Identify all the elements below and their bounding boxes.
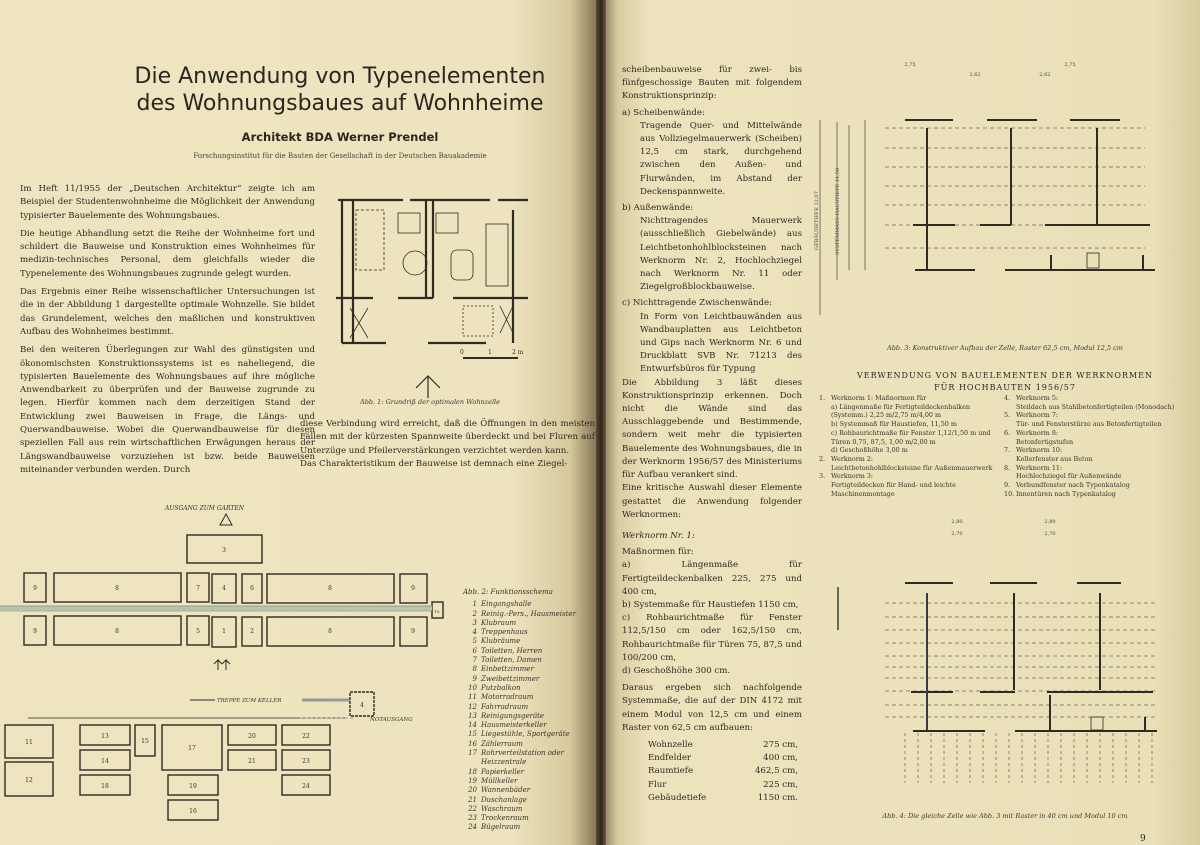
legend-item (463, 721, 593, 730)
dimension-row (648, 779, 798, 792)
legend-number: 24 (468, 823, 477, 832)
legend-item (463, 712, 593, 721)
figure-2-legend (463, 588, 593, 833)
legend-item (463, 675, 593, 684)
legend-number: 9 (472, 674, 477, 683)
plan-furniture (350, 210, 513, 338)
werknorm-number (1004, 438, 1016, 447)
legend-number: 2 (472, 609, 477, 618)
legend-number: 23 (468, 814, 477, 823)
dimension-row (648, 765, 798, 778)
svg-text:0: 0 (460, 349, 464, 356)
up-arrow-icon (214, 660, 230, 670)
legend-item (463, 693, 593, 702)
item-label: c) Nichttragende Zwischenwände: (622, 298, 773, 309)
werknorm-text: Steildach aus Stahlbetonfertigteilen (Monodach) (1016, 402, 1175, 411)
legend-number: 10 (468, 683, 477, 692)
affiliation: Forschungsinstitut für die Bauten der Gesellschaft in der Deutschen Bauakademie (193, 152, 487, 160)
werknorm-text: Werknorm 1: Maßnormen für (831, 394, 927, 402)
legend-text: Papierkeller (481, 767, 525, 776)
svg-text:14: 14 (101, 758, 109, 765)
legend-number: 8 (472, 665, 477, 674)
legend-item (463, 814, 593, 823)
right-page (600, 0, 1200, 845)
paragraph: Die heutige Abhandlung setzt die Reihe der Wohnheime fort und schildert die Bauweise und Konstruktion eines Wohnheimes für medizin-technisches Personal, dem gleichfalls wieder die Typenelemente des Wohnungsbaues zugrunde gelegt wurden. (20, 228, 315, 279)
dimension-value: 275 cm, (763, 739, 798, 750)
svg-text:15: 15 (141, 738, 149, 745)
werknorm-text: Betonfertigstufen (1016, 437, 1074, 446)
legend-item (463, 823, 593, 832)
svg-text:21: 21 (248, 758, 256, 765)
werknorm-number (1004, 420, 1016, 429)
dimension-value: 1150 cm. (757, 792, 798, 803)
werknorm-item (819, 446, 997, 455)
dimension-value: 225 cm, (763, 779, 798, 790)
legend-text: Müllkeller (481, 776, 518, 785)
werknorm-number (819, 446, 831, 455)
legend-text: Reinigungsgeräte (481, 711, 545, 720)
legend-number: 19 (468, 776, 477, 785)
werknorm-item (1004, 420, 1194, 429)
svg-text:2,70: 2,70 (951, 531, 963, 537)
svg-text:5: 5 (196, 628, 200, 635)
svg-text:23: 23 (302, 758, 310, 765)
legend-title: Abb. 2: Funktionsschema (463, 588, 553, 596)
svg-text:1: 1 (222, 628, 226, 635)
title-line-2: des Wohnungsbaues auf Wohnheime (136, 91, 544, 116)
legend-text: Zweibettzimmer (481, 674, 540, 683)
dimension-name: Wohnzelle (648, 739, 693, 750)
werknorm-number (1004, 472, 1016, 481)
werknorm-text: Hochlochziegel für Außenwände (1016, 472, 1122, 481)
page-number: 9 (1140, 834, 1146, 844)
svg-text:13: 13 (101, 733, 109, 740)
paragraph: Die Abbildung 3 läßt dieses Konstruktionsprinzip erkennen. Doch nicht die Wände sind das Ausschlaggebende und Bestimmende, sondern weit mehr die typisierten Bauelemente des Wohnungsbaues, die in der Werknorm 1956/57 des Ministeriums für Aufbau verankert sind. (622, 377, 802, 481)
werknorm-number: 10. (1004, 489, 1015, 498)
legend-text: Klubräume (481, 637, 521, 646)
legend-text: Toiletten, Damen (481, 656, 542, 665)
plan-walls (336, 200, 528, 343)
werknorm-item (819, 420, 997, 429)
body-column-mid (300, 418, 595, 476)
heading-line-2: FÜR HOCHBAUTEN 1956/57 (934, 383, 1076, 392)
svg-text:9: 9 (33, 628, 37, 635)
legend-text: Putzbalkon (481, 683, 521, 692)
werknormen-list-right (1004, 394, 1194, 498)
werknormen-heading (815, 370, 1195, 394)
svg-text:2 m: 2 m (512, 349, 524, 356)
werknorm-item (819, 429, 997, 446)
werknorm-number (1004, 403, 1016, 412)
svg-text:2: 2 (250, 628, 254, 635)
svg-text:3: 3 (222, 547, 226, 554)
svg-text:1: 1 (488, 349, 492, 356)
werknorm-text: Werknorm 2: (831, 454, 874, 463)
svg-text:19: 19 (189, 783, 197, 790)
werknorm-item (1004, 481, 1194, 490)
cellar-rooms (5, 725, 330, 820)
werknorm-item (1004, 438, 1194, 447)
werknorm-text: c) Rohbaurichtmaße für Fenster 1,12/1,50 m und Türen 0,75, 87,5, 1,00 m/2,00 m (831, 428, 991, 446)
werknorm-text: a) Längenmaße für Fertigteildeckenbalken (Systemm.) 2,25 m/2,75 m/4,00 m (831, 402, 971, 420)
intro-text: scheibenbauweise für zwei- bis fünfgeschossige Bauten mit folgendem Konstruktionsprinzip: (622, 65, 802, 102)
werknorm-item (819, 394, 997, 403)
legend-number: 15 (468, 730, 477, 739)
werknorm-text: Werknorm 7: (1016, 411, 1059, 420)
svg-text:2,80: 2,80 (1044, 519, 1056, 525)
werknorm-text: Werknorm 5: (1016, 394, 1059, 402)
legend-item (463, 619, 593, 628)
label-emergency-exit: NOTAUSGANG (370, 717, 413, 723)
werknorm-item (819, 481, 997, 498)
werknorm-item (1004, 403, 1194, 412)
werknorm-item (1004, 411, 1194, 420)
werknorm-item (1004, 394, 1194, 403)
legend-text: Zählerraum (481, 739, 523, 748)
legend-number: 20 (468, 786, 477, 795)
norm-item: c) Rohbaurichtmaße für Fenster 112,5/150 cm oder 162,5/150 cm, Rohbaurichtmaße für Türen 75, 87,5 und 100/200 cm, (622, 613, 802, 663)
werknorm-number: 9. (1004, 481, 1011, 490)
dimension-value: 400 cm, (763, 753, 798, 764)
legend-text: Trockenraum (481, 814, 529, 823)
svg-text:2,75: 2,75 (904, 62, 916, 68)
dimension-row (648, 752, 798, 765)
legend-text: Wannenbäder (481, 786, 531, 795)
werknorm-number (819, 429, 831, 446)
norm-item: a) Längenmaße für Fertigteildeckenbalken 225, 275 und 400 cm, (622, 560, 802, 597)
legend-item (463, 600, 593, 609)
legend-number: 1 (472, 600, 477, 609)
werknorm-text: Verbundfenster nach Typenkatalog (1016, 481, 1130, 490)
legend-number: 18 (468, 767, 477, 776)
werknorm-number: 7. (1004, 446, 1011, 455)
svg-text:8: 8 (115, 585, 119, 592)
svg-text:18: 18 (101, 783, 109, 790)
scale-bar (460, 349, 524, 358)
werknorm-text: b) Systemmaß für Haustiefen, 11,50 m (831, 420, 957, 429)
figure-3-caption: Abb. 3: Konstruktiver Aufbau der Zelle, Raster 62,5 cm, Modul 12,5 cm (887, 344, 1123, 352)
legend-number: 13 (468, 711, 477, 720)
werknorm-item (1004, 472, 1194, 481)
figure-3-structural-plan (815, 60, 1195, 335)
legend-text: Fahrradraum (481, 702, 529, 711)
dimension-row (648, 739, 798, 752)
paragraph: Bei den weiteren Überlegungen zur Wahl des günstigsten und ökonomischsten Konstruktionssystems ist es naheliegend, die typisierten Bauelemente des Wohnungsbaues auf ihre mögliche Anwendbarkeit zu überprüfen und der Bauweise zugrunde zu legen. Hierfür kommen nach dem derzeitigen Stand der Entwicklung zwei Bauweisen in Frage, die Längs- und Querwandbauweise. Wobei die Querwandbauweise für diesen speziellen Fall aus rein wirtschaftlichen Erwägungen heraus der Längswandbauweise vorzuziehen ist bzw. beide Bauweisen miteinander verbunden werden. Durch (20, 345, 315, 475)
svg-text:8: 8 (328, 585, 332, 592)
paragraph: Im Heft 11/1955 der „Deutschen Architektur“ zeigte ich am Beispiel der Studentenwohnheime die Möglichkeit der Anwendung typisierter Bauelemente des Wohnungsbaues. (20, 184, 315, 221)
werknorm-text: Tür- und Fensterstürze aus Betonfertigteilen (1016, 420, 1162, 429)
werknorm-number (819, 403, 831, 420)
legend-item (463, 610, 593, 619)
legend-text: Liegestühle, Sportgeräte (481, 730, 570, 739)
upper-floor-rooms (24, 535, 443, 647)
werknorm-item (1004, 429, 1194, 438)
paragraph: Daraus ergeben sich nachfolgende Systemmaße, die auf der DIN 4172 mit einem Modul von 12,5 cm und einem Raster von 62,5 cm aufbauen: (622, 683, 802, 733)
legend-number: 5 (472, 637, 477, 646)
svg-text:8: 8 (328, 628, 332, 635)
title-line-1: Die Anwendung von Typenelementen (134, 64, 546, 89)
werknorm-text: Innentüren nach Typenkatalog (1016, 489, 1116, 498)
legend-text: Toiletten, Herren (481, 646, 543, 655)
legend-item (463, 777, 593, 786)
svg-text:6: 6 (250, 585, 254, 592)
svg-text:4: 4 (360, 702, 364, 709)
legend-item (463, 647, 593, 656)
svg-text:9: 9 (33, 585, 37, 592)
legend-text: Treppenhaus (481, 628, 528, 637)
legend-number: 14 (468, 721, 477, 730)
item-label: a) Scheibenwände: (622, 107, 705, 118)
legend-text: Reinig.-Pers., Hausmeister (481, 609, 576, 618)
svg-text:24: 24 (302, 783, 310, 790)
werknorm-number: 5. (1004, 411, 1011, 420)
legend-text: Waschraum (481, 804, 523, 813)
legend-text: Klubraum (481, 618, 517, 627)
figure-1-floor-plan (328, 188, 528, 398)
label-exit-garden: AUSGANG ZUM GARTEN (165, 505, 245, 512)
dimension-name: Gebäudetiefe (648, 792, 707, 803)
figure-4-caption: Abb. 4: Die gleiche Zelle wie Abb. 3 mit Raster in 40 cm und Modul 10 cm (882, 812, 1128, 820)
item-text: Tragende Quer- und Mittelwände aus Vollziegelmauerwerk (Scheiben) 12,5 cm stark, durchgehend zwischen den Außen- und Flurwänden, im Abstand der Deckenspannweite. (640, 120, 802, 197)
werknorm-number (819, 420, 831, 429)
svg-text:2,62: 2,62 (969, 72, 981, 78)
author: Architekt BDA Werner Prendel (241, 130, 439, 144)
norm-item: b) Systemmaße für Haustiefen 1150 cm, (622, 599, 799, 610)
legend-item (463, 703, 593, 712)
svg-text:22: 22 (302, 733, 310, 740)
werknormen-list-left (819, 394, 997, 498)
werknorm-title: Werknorm Nr. 1: (622, 530, 695, 541)
legend-number: 17 (468, 749, 477, 758)
werknorm-text: Werknorm 8: (1016, 428, 1059, 437)
legend-item (463, 796, 593, 805)
svg-text:8: 8 (115, 628, 119, 635)
svg-text:2,75: 2,75 (1064, 62, 1076, 68)
norm-item: d) Geschoßhöhe 300 cm. (622, 665, 731, 676)
werknorm-item (1004, 455, 1194, 464)
legend-text: Hausmeisterkeller (481, 721, 547, 730)
legend-item (463, 665, 593, 674)
dimension-row (648, 792, 798, 805)
legend-number: 21 (468, 795, 477, 804)
system-dimensions-table (622, 739, 802, 805)
legend-item (463, 684, 593, 693)
legend-item (463, 805, 593, 814)
svg-text:SYSTEMMASS-HAUSTIEFE 11,50: SYSTEMMASS-HAUSTIEFE 11,50 (835, 167, 841, 255)
legend-number: 4 (472, 628, 477, 637)
paragraph: Das Ergebnis einer Reihe wissenschaftlicher Untersuchungen ist die in der Abbildung 1 dargestellte optimale Wohnzelle. Sie bildet das Grundelement, welches den maßlichen und konstruktiven Aufbau des Wohnheimes bestimmt. (20, 287, 315, 337)
legend-item (463, 740, 593, 749)
svg-text:9: 9 (411, 628, 415, 635)
werknorm-text: Werknorm 3: (831, 472, 874, 481)
dimension-name: Flur (648, 779, 667, 790)
legend-text: Duschanlage (481, 795, 527, 804)
werknorm-number: 1. (819, 394, 826, 402)
werknorm-number: 2. (819, 454, 826, 463)
dimension-value: 462,5 cm, (754, 766, 798, 777)
article-title (100, 63, 580, 117)
legend-item (463, 749, 593, 768)
werknorm-text: Leichtbetonhohlblocksteine für Außenmauerwerk (831, 463, 993, 472)
massnormen-label: Maßnormen für: (622, 547, 694, 558)
svg-text:GEBÄUDETIEFE 12,07: GEBÄUDETIEFE 12,07 (814, 191, 820, 250)
werknorm-item (819, 455, 997, 464)
werknorm-number (819, 464, 831, 473)
legend-text: Motorradraum (481, 693, 534, 702)
item-text: Nichttragendes Mauerwerk (ausschließlich Giebelwände) aus Leichtbetonhohlblocksteinen nach Werknorm Nr. 2, Hochlochziegel nach Werknorm Nr. 11 oder Ziegelgroßblockbauweise. (640, 216, 802, 293)
dimension-name: Endfelder (648, 753, 692, 764)
werknorm-item (1004, 446, 1194, 455)
svg-text:4: 4 (222, 585, 226, 592)
svg-text:2,80: 2,80 (951, 519, 963, 525)
paragraph: Eine kritische Auswahl dieser Elemente gestattet die Anwendung folgender Werknormen: (622, 483, 802, 520)
svg-text:10: 10 (434, 609, 440, 614)
werknorm-item (1004, 490, 1194, 499)
legend-item (463, 656, 593, 665)
svg-text:17: 17 (188, 745, 196, 752)
item-text: In Form von Leichtbauwänden aus Wandbauplatten aus Leichtbeton und Gips nach Werknorm Nr. 6 und Druckblatt SVB Nr. 71213 des Entwurfsbüros für Typung (640, 311, 802, 375)
item-label: b) Außenwände: (622, 203, 694, 214)
werknorm-text: Fertigteildecken für Hand- und leichte Maschinenmontage (831, 481, 956, 498)
legend-number: 3 (472, 618, 477, 627)
paragraph: diese Verbindung wird erreicht, daß die Öffnungen in den meisten Fällen mit der kürzesten Spannweite überdeckt und bei Fluren auf Unterzüge und Pfeilerverstärkungen verzichtet werden kann. (300, 419, 595, 456)
werknorm-text: Werknorm 10: (1016, 446, 1063, 455)
legend-item (463, 768, 593, 777)
legend-number: 6 (472, 646, 477, 655)
svg-text:16: 16 (189, 808, 197, 815)
werknorm-item (819, 403, 997, 420)
svg-text:12: 12 (25, 777, 33, 784)
legend-number: 7 (472, 656, 477, 665)
book-gutter (596, 0, 606, 845)
body-column-left (20, 183, 315, 482)
werknorm-number: 6. (1004, 428, 1011, 437)
werknorm-text: d) Geschoßhöhe 3,00 m (831, 446, 908, 455)
legend-number: 11 (468, 693, 477, 702)
paragraph: Das Charakteristikum der Bauweise ist demnach eine Ziegel- (300, 458, 568, 469)
werknorm-item (1004, 464, 1194, 473)
werknorm-number: 4. (1004, 394, 1011, 402)
legend-text: Einbettzimmer (481, 665, 534, 674)
legend-number: 16 (468, 739, 477, 748)
svg-text:20: 20 (248, 733, 256, 740)
legend-number: 12 (468, 702, 477, 711)
legend-text: Bügelraum (481, 823, 521, 832)
dimension-name: Raumtiefe (648, 766, 694, 777)
garden-arrow-icon (220, 514, 232, 525)
legend-text: Rohrverteilstation oder Heizzentrale (481, 749, 564, 767)
legend-item (463, 628, 593, 637)
svg-text:11: 11 (25, 739, 33, 746)
body-column-right (622, 64, 802, 805)
werknorm-number (1004, 455, 1016, 464)
heading-line-1: VERWENDUNG VON BAUELEMENTEN DER WERKNORMEN (857, 371, 1153, 380)
entrance-arrow-icon (416, 376, 440, 398)
legend-item (463, 786, 593, 795)
figure-1-caption: Abb. 1: Grundriß der optimalen Wohnzelle (360, 398, 500, 406)
svg-text:2,62: 2,62 (1039, 72, 1051, 78)
label-stair-cellar: TREPPE ZUM KELLER (217, 698, 282, 704)
legend-item (463, 637, 593, 646)
werknorm-text: Kellerfenster aus Beton (1016, 454, 1093, 463)
legend-item (463, 730, 593, 739)
werknorm-item (819, 464, 997, 473)
werknorm-number (819, 481, 831, 498)
werknorm-number: 3. (819, 472, 826, 481)
svg-text:7: 7 (196, 585, 200, 592)
werknorm-number: 8. (1004, 463, 1011, 472)
svg-text:9: 9 (411, 585, 415, 592)
figure-2-function-scheme (0, 500, 460, 845)
legend-number: 22 (468, 804, 477, 813)
figure-4-structural-plan (815, 515, 1195, 800)
werknorm-item (819, 472, 997, 481)
svg-text:2,70: 2,70 (1044, 531, 1056, 537)
werknorm-text: Werknorm 11: (1016, 463, 1063, 472)
legend-text: Eingangshalle (481, 600, 532, 609)
